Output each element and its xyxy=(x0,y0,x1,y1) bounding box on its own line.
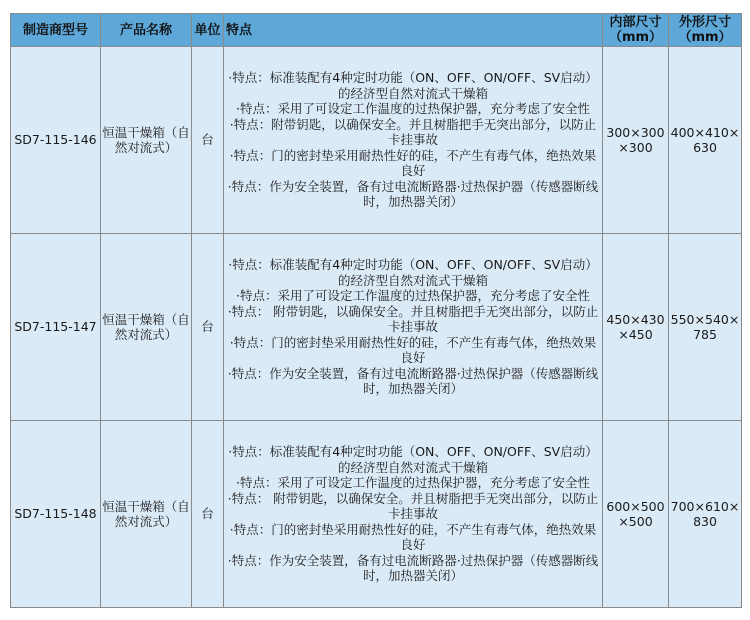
header-inner-size: 内部尺寸（mm） xyxy=(603,14,669,47)
inner-size-cell: 450×430×450 xyxy=(603,234,669,421)
feature-line: ·特点：附带钥匙，以确保安全。并且树脂把手无突出部分，以防止卡挂事故 xyxy=(229,116,597,148)
table-row xyxy=(11,47,742,234)
feature-line: ·特点： 附带钥匙，以确保安全。并且树脂把手无突出部分，以防止卡挂事故 xyxy=(227,490,599,522)
feature-line: ·特点：采用了可设定工作温度的过热保护器，充分考虑了安全性 xyxy=(236,288,590,304)
feature-line: ·特点： 附带钥匙，以确保安全。并且树脂把手无突出部分，以防止卡挂事故 xyxy=(227,303,599,335)
product-name-cell: 恒温干燥箱（自然对流式） xyxy=(101,234,192,421)
feature-line: ·特点：门的密封垫采用耐热性好的硅，不产生有毒气体，绝热效果良好 xyxy=(229,521,597,553)
model-cell: SD7-115-148 xyxy=(11,421,101,608)
unit-cell: 台 xyxy=(192,47,224,234)
feature-line: ·特点：标准装配有4种定时功能（ON、OFF、ON/OFF、SV启动）的经济型自然对流式干燥箱 xyxy=(228,444,598,475)
feature-line: ·特点：标准装配有4种定时功能（ON、OFF、ON/OFF、SV启动）的经济型自然对流式干燥箱 xyxy=(228,257,598,288)
outer-size-cell: 400×410×630 xyxy=(669,47,742,234)
model-cell: SD7-115-146 xyxy=(11,47,101,234)
product-spec-table xyxy=(10,13,742,608)
feature-line: ·特点：门的密封垫采用耐热性好的硅，不产生有毒气体，绝热效果良好 xyxy=(229,334,597,366)
product-name-cell: 恒温干燥箱（自然对流式） xyxy=(101,47,192,234)
features-cell xyxy=(224,47,603,234)
model-cell: SD7-115-147 xyxy=(11,234,101,421)
unit-cell: 台 xyxy=(192,234,224,421)
header-name: 产品名称 xyxy=(101,14,192,47)
features-cell xyxy=(224,421,603,608)
table-header-row xyxy=(11,14,742,47)
feature-line: ·特点：作为安全装置，备有过电流断路器·过热保护器（传感器断线时，加热器关闭） xyxy=(227,552,599,584)
inner-size-cell: 600×500×500 xyxy=(603,421,669,608)
outer-size-cell: 700×610×830 xyxy=(669,421,742,608)
feature-line: ·特点：采用了可设定工作温度的过热保护器，充分考虑了安全性 xyxy=(236,101,590,117)
unit-cell: 台 xyxy=(192,421,224,608)
feature-line: ·特点：作为安全装置，备有过电流断路器·过热保护器（传感器断线时，加热器关闭） xyxy=(227,178,599,210)
header-model: 制造商型号 xyxy=(11,14,101,47)
features-cell xyxy=(224,234,603,421)
feature-line: ·特点：采用了可设定工作温度的过热保护器，充分考虑了安全性 xyxy=(236,475,590,491)
table-row xyxy=(11,234,742,421)
header-unit: 单位 xyxy=(192,14,224,47)
table-row xyxy=(11,421,742,608)
product-name-cell: 恒温干燥箱（自然对流式） xyxy=(101,421,192,608)
header-features: 特点 xyxy=(224,14,603,47)
feature-line: ·特点：标准装配有4种定时功能（ON、OFF、ON/OFF、SV启动）的经济型自然对流式干燥箱 xyxy=(228,70,598,101)
spec-table-container xyxy=(10,13,742,608)
outer-size-cell: 550×540×785 xyxy=(669,234,742,421)
inner-size-cell: 300×300×300 xyxy=(603,47,669,234)
feature-line: ·特点：门的密封垫采用耐热性好的硅，不产生有毒气体，绝热效果良好 xyxy=(229,147,597,179)
header-outer-size: 外形尺寸（mm） xyxy=(669,14,742,47)
feature-line: ·特点：作为安全装置，备有过电流断路器·过热保护器（传感器断线时，加热器关闭） xyxy=(227,365,599,397)
